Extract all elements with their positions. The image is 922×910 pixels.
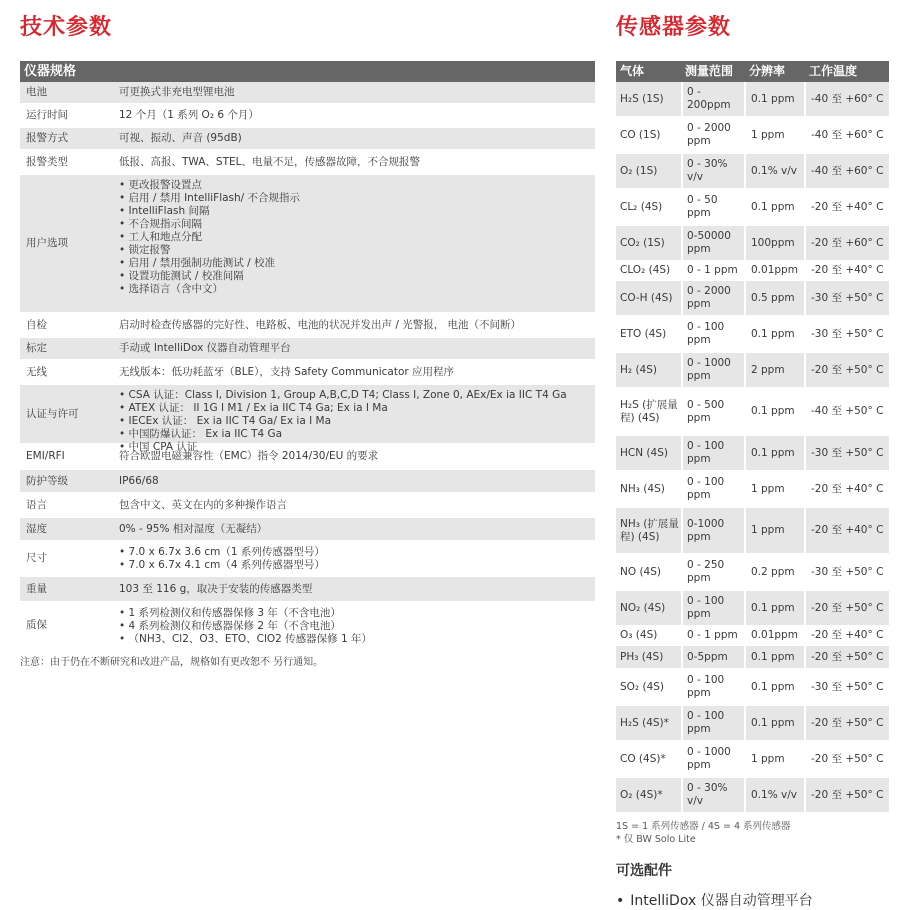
sensor-temperature-text: -30 至 +50° C [811, 327, 884, 340]
sensor-temperature-text: -30 至 +50° C [811, 565, 884, 578]
sensor-row [616, 317, 889, 353]
sensor-gas [616, 226, 681, 260]
sensor-resolution-text: 0.01ppm [751, 264, 798, 276]
sensor-temperature [804, 742, 889, 776]
sensor-gas [616, 591, 681, 625]
spec-value-line: 可视、振动、声音 (95dB) [119, 132, 242, 144]
spec-table [20, 61, 595, 668]
spec-value [115, 338, 595, 359]
sensor-temperature [804, 706, 889, 740]
sensor-gas-text: CO (1S) [620, 128, 661, 141]
sensor-range [681, 436, 744, 470]
spec-value-line: • 1 系列检测仪和传感器保修 3 年（不含电池） [119, 607, 341, 619]
sensor-resolution [744, 436, 804, 470]
sensor-gas-text: NH₃ (4S) [620, 482, 665, 495]
sensor-row [616, 627, 889, 646]
sensor-row [616, 190, 889, 226]
sensor-gas [616, 555, 681, 589]
sensor-footnote-series: 1S = 1 系列传感器 / 4S = 4 系列传感器 [616, 821, 791, 832]
spec-value [115, 385, 595, 453]
spec-row [20, 385, 595, 453]
sensor-resolution-text: 0.1 ppm [751, 405, 795, 417]
spec-label: 重量 [26, 582, 47, 595]
sensor-range [681, 118, 744, 152]
sensor-range [681, 226, 744, 260]
header-gas: 气体 [620, 64, 645, 78]
sensor-resolution [744, 262, 804, 279]
sensor-range-text: 0 - 100 ppm [687, 710, 725, 735]
sensor-gas [616, 436, 681, 470]
sensor-range-text: 0 - 100 ppm [687, 321, 725, 346]
sensor-temperature [804, 389, 889, 434]
spec-value-line: 符合欧盟电磁兼容性（EMC）指令 2014/30/EU 的要求 [119, 450, 379, 462]
spec-value-line: 无线版本：低功耗蓝牙（BLE），支持 Safety Communicator 应用程序 [119, 365, 455, 378]
sensor-temperature [804, 154, 889, 188]
spec-value-line: 103 至 116 g，取决于安装的传感器类型 [119, 582, 313, 595]
sensor-temperature-text: -40 至 +60° C [811, 128, 884, 141]
spec-value [115, 361, 595, 383]
sensor-resolution-text: 1 ppm [751, 128, 785, 141]
spec-value-line: • IntelliFlash 间隔 [119, 205, 210, 217]
sensor-resolution-text: 0.01ppm [751, 629, 798, 641]
spec-label: 运行时间 [26, 109, 68, 121]
sensor-temperature-text: -40 至 +60° C [811, 92, 884, 105]
sensor-range-text: 0-5ppm [687, 650, 728, 663]
sensor-temperature-text: -20 至 +50° C [811, 363, 884, 376]
sensor-resolution-text: 0.1 ppm [751, 680, 795, 693]
sensor-temperature [804, 281, 889, 315]
spec-row [20, 603, 595, 649]
sensor-temperature-text: -30 至 +50° C [811, 680, 884, 693]
sensor-gas-text: H₂S (扩展量程) (4S) [620, 398, 678, 424]
spec-label: 自检 [26, 318, 47, 331]
sensor-temperature [804, 472, 889, 506]
sensor-range-text: 0 - 1000 ppm [687, 746, 731, 771]
sensor-gas [616, 389, 681, 434]
sensor-range [681, 670, 744, 704]
sensor-temperature-text: -30 至 +50° C [811, 446, 884, 459]
sensor-temperature-text: -20 至 +50° C [811, 752, 884, 765]
spec-value-line: • 工人和地点分配 [119, 231, 203, 243]
sensor-range [681, 281, 744, 315]
sensor-temperature-text: -40 至 +60° C [811, 164, 884, 177]
sensor-temperature-text: -20 至 +50° C [811, 788, 884, 801]
sensor-gas [616, 154, 681, 188]
spec-value-line: • ATEX 认证： II 1G I M1 / Ex ia IIC T4 Ga; Ex ia I Ma [119, 402, 388, 414]
spec-value-line: 手动或 IntelliDox 仪器自动管理平台 [119, 342, 291, 354]
spec-value-line: 0% - 95% 相对湿度（无凝结） [119, 522, 268, 535]
sensor-temperature-text: -20 至 +40° C [811, 629, 884, 641]
spec-value-line: IP66/68 [119, 474, 159, 487]
sensor-row [616, 154, 889, 190]
spec-label: 电池 [26, 86, 47, 98]
sensor-gas [616, 82, 681, 116]
sensor-range-text: 0 - 100 ppm [687, 674, 725, 699]
sensor-range-text: 0-1000 ppm [687, 517, 725, 543]
sensor-temperature-text: -20 至 +50° C [811, 650, 884, 663]
sensor-resolution-text: 0.1% v/v [751, 788, 797, 801]
spec-label: 语言 [26, 498, 47, 511]
sensor-range [681, 627, 744, 644]
sensor-temperature [804, 353, 889, 387]
spec-value [115, 105, 595, 126]
sensor-range [681, 154, 744, 188]
spec-label: EMI/RFI [26, 450, 65, 462]
sensor-range-text: 0 - 250 ppm [687, 559, 725, 584]
sensor-gas-text: H₂S (4S)* [620, 716, 669, 729]
sensor-range-text: 0 - 100 ppm [687, 595, 725, 620]
sensor-row [616, 82, 889, 118]
sensor-resolution [744, 555, 804, 589]
sensor-temperature-text: -20 至 +40° C [811, 524, 884, 536]
sensor-temperature [804, 508, 889, 553]
sensor-resolution [744, 670, 804, 704]
sensor-footnote-lite: * 仅 BW Solo Lite [616, 834, 696, 845]
spec-value-line: • （NH3、Cl2、O3、ETO、ClO2 传感器保修 1 年） [119, 633, 373, 645]
spec-label: 质保 [26, 618, 47, 631]
sensor-gas-text: O₃ (4S) [620, 629, 658, 641]
sensor-resolution [744, 226, 804, 260]
spec-label: 标定 [26, 342, 47, 354]
sensor-range-text: 0 - 50 ppm [687, 194, 718, 219]
sensor-range-text: 0 - 1 ppm [687, 629, 738, 641]
sensor-row [616, 389, 889, 436]
sensor-table [616, 61, 889, 910]
header-resolution: 分辨率 [749, 64, 786, 78]
sensor-resolution [744, 154, 804, 188]
sensor-row [616, 226, 889, 262]
sensor-range-text: 0 - 1000 ppm [687, 357, 731, 382]
sensor-gas-text: CO₂ (1S) [620, 236, 665, 249]
sensor-gas-text: PH₃ (4S) [620, 650, 664, 663]
accessory-item-label: IntelliDox 仪器自动管理平台 [630, 893, 813, 909]
sensor-gas [616, 646, 681, 668]
spec-value [115, 470, 595, 492]
sensor-gas [616, 281, 681, 315]
spec-row [20, 518, 595, 542]
sensor-row [616, 508, 889, 555]
sensor-row [616, 646, 889, 670]
accessories-title: 可选配件 [616, 863, 672, 879]
spec-value [115, 603, 595, 647]
sensor-temperature-text: -20 至 +50° C [811, 601, 884, 614]
sensor-row [616, 742, 889, 778]
spec-value-line: 低报、高报、TWA、STEL、电量不足，传感器故障，不合规报警 [119, 155, 420, 168]
sensor-range-text: 0-50000 ppm [687, 230, 731, 255]
sensor-resolution-text: 0.1 ppm [751, 650, 795, 663]
sensor-gas [616, 508, 681, 553]
sensor-gas [616, 627, 681, 644]
spec-row [20, 445, 595, 470]
sensor-range-text: 0 - 2000 ppm [687, 122, 731, 147]
sensor-temperature-text: -20 至 +60° C [811, 236, 884, 249]
spec-value [115, 314, 595, 336]
sensor-range-text: 0 - 1 ppm [687, 264, 738, 276]
spec-label: 认证与许可 [26, 407, 79, 420]
spec-value-line: • 选择语言（含中文） [119, 283, 224, 295]
sensor-temperature [804, 627, 889, 644]
sensor-resolution [744, 706, 804, 740]
spec-value-line: 可更换式非充电型锂电池 [119, 86, 235, 98]
spec-value-line: • 启用 / 禁用强制功能测试 / 校准 [119, 257, 275, 269]
spec-value-line: • 4 系列检测仪和传感器保修 2 年（不含电池） [119, 620, 341, 632]
sensor-resolution [744, 508, 804, 553]
spec-row [20, 542, 595, 577]
sensor-range-text: 0 - 30% v/v [687, 782, 728, 807]
sensor-resolution-text: 1 ppm [751, 752, 785, 765]
sensor-range [681, 353, 744, 387]
sensor-range [681, 472, 744, 506]
sensor-temperature [804, 82, 889, 116]
spec-value [115, 542, 595, 575]
sensor-temperature [804, 262, 889, 279]
spec-value [115, 577, 595, 601]
sensor-gas-text: O₂ (1S) [620, 164, 658, 177]
sensor-rows [616, 82, 889, 814]
spec-value-line: • 7.0 x 6.7x 3.6 cm（1 系列传感器型号） [119, 546, 325, 558]
spec-row [20, 338, 595, 361]
sensor-gas [616, 353, 681, 387]
spec-value-line: • 更改报警设置点 [119, 179, 203, 191]
spec-row [20, 470, 595, 494]
sensor-range [681, 555, 744, 589]
sensor-gas [616, 706, 681, 740]
sensor-range [681, 82, 744, 116]
sensor-temperature-text: -20 至 +40° C [811, 264, 884, 276]
sensor-row [616, 591, 889, 627]
sensor-temperature [804, 317, 889, 351]
sensor-range [681, 317, 744, 351]
sensor-range [681, 706, 744, 740]
sensor-gas [616, 670, 681, 704]
spec-row [20, 314, 595, 338]
spec-rows [20, 82, 595, 649]
spec-value-line: 包含中文、英文在内的多种操作语言 [119, 498, 287, 511]
spec-value [115, 128, 595, 149]
sensor-resolution [744, 353, 804, 387]
sensor-temperature [804, 670, 889, 704]
sensor-gas-text: HCN (4S) [620, 446, 668, 459]
sensor-footnotes [616, 820, 889, 846]
spec-row [20, 151, 595, 175]
sensor-range [681, 591, 744, 625]
spec-label: 报警类型 [26, 155, 68, 168]
spec-row [20, 175, 595, 314]
spec-row [20, 577, 595, 603]
sensor-gas-text: CL₂ (4S) [620, 200, 663, 213]
sensor-gas [616, 190, 681, 224]
sensor-gas [616, 118, 681, 152]
sensor-range-text: 0 - 2000 ppm [687, 285, 731, 310]
spec-value-line: • 7.0 x 6.7x 4.1 cm（4 系列传感器型号） [119, 559, 325, 571]
sensor-range [681, 389, 744, 434]
spec-value-line: • 锁定报警 [119, 244, 171, 256]
sensor-resolution [744, 627, 804, 644]
sensor-resolution [744, 591, 804, 625]
sensor-row [616, 778, 889, 814]
sensor-resolution [744, 281, 804, 315]
sensor-resolution [744, 646, 804, 668]
bullet-icon: • [616, 893, 625, 909]
sensor-gas [616, 317, 681, 351]
sensor-temperature [804, 591, 889, 625]
sensor-range-text: 0 - 100 ppm [687, 476, 725, 501]
sensor-gas-text: CLO₂ (4S) [620, 264, 671, 276]
sensor-gas-text: NO₂ (4S) [620, 601, 666, 614]
spec-value [115, 445, 595, 468]
sensor-range-text: 0 - 30% v/v [687, 158, 728, 183]
sensor-row [616, 262, 889, 281]
spec-value-line: • 中国防爆认证： Ex ia IIC T4 Ga [119, 428, 283, 440]
sensor-gas-text: O₂ (4S)* [620, 788, 663, 801]
sensor-gas-text: SO₂ (4S) [620, 680, 665, 693]
sensor-gas [616, 778, 681, 812]
right-section-title: 传感器参数 [616, 15, 732, 40]
sensor-resolution-text: 0.1 ppm [751, 200, 795, 213]
sensor-resolution-text: 0.5 ppm [751, 291, 795, 304]
sensor-gas-text: NH₃ (扩展量程) (4S) [620, 517, 679, 543]
spec-value [115, 82, 595, 103]
sensor-temperature-text: -30 至 +50° C [811, 291, 884, 304]
spec-value-line: • 不合规指示间隔 [119, 218, 203, 230]
sensor-temperature-text: -40 至 +50° C [811, 405, 884, 417]
spec-value [115, 175, 595, 312]
accessory-item [616, 890, 889, 910]
spec-label: 防护等级 [26, 474, 68, 487]
sensor-resolution-text: 0.1% v/v [751, 164, 797, 177]
sensor-temperature [804, 555, 889, 589]
sensor-resolution [744, 190, 804, 224]
sensor-resolution-text: 100ppm [751, 236, 795, 249]
sensor-resolution-text: 1 ppm [751, 482, 785, 495]
spec-value [115, 151, 595, 173]
spec-label: 用户选项 [26, 237, 68, 249]
sensor-temperature-text: -20 至 +50° C [811, 716, 884, 729]
sensor-resolution [744, 742, 804, 776]
spec-row [20, 128, 595, 151]
sensor-row [616, 472, 889, 508]
sensor-resolution [744, 389, 804, 434]
sensor-resolution-text: 0.1 ppm [751, 92, 795, 105]
spec-value-line: • 中国 CPA 认证 [119, 441, 198, 453]
spec-value [115, 518, 595, 540]
sensor-gas [616, 262, 681, 279]
sensor-temperature [804, 436, 889, 470]
spec-label: 尺寸 [26, 552, 47, 564]
sensor-resolution-text: 1 ppm [751, 524, 785, 536]
header-range: 测量范围 [685, 64, 734, 78]
sensor-resolution-text: 0.1 ppm [751, 716, 795, 729]
spec-note: 注意：由于仍在不断研究和改进产品，规格如有更改恕不 另行通知。 [20, 657, 324, 668]
sensor-resolution-text: 0.2 ppm [751, 565, 795, 578]
sensor-gas-text: ETO (4S) [620, 327, 667, 340]
sensor-table-header [616, 61, 889, 82]
sensor-range [681, 190, 744, 224]
sensor-gas-text: CO-H (4S) [620, 291, 673, 304]
sensor-row [616, 670, 889, 706]
sensor-temperature [804, 646, 889, 668]
spec-row [20, 494, 595, 518]
sensor-temperature-text: -20 至 +40° C [811, 482, 884, 495]
sensor-resolution-text: 0.1 ppm [751, 446, 795, 459]
spec-label: 无线 [26, 365, 47, 378]
sensor-resolution [744, 118, 804, 152]
spec-label: 报警方式 [26, 132, 68, 144]
sensor-temperature-text: -20 至 +40° C [811, 200, 884, 213]
sensor-range [681, 778, 744, 812]
sensor-range [681, 742, 744, 776]
sensor-row [616, 118, 889, 154]
sensor-gas-text: H₂S (1S) [620, 92, 664, 105]
sensor-range [681, 646, 744, 668]
sensor-gas [616, 742, 681, 776]
sensor-range-text: 0 - 200ppm [687, 86, 731, 111]
sensor-temperature [804, 778, 889, 812]
spec-value-line: • CSA 认证：Class I, Division 1, Group A,B,C,D T4; Class I, Zone 0, AEx/Ex ia IIC T4 Ga [119, 389, 567, 401]
sensor-row [616, 436, 889, 472]
sensor-row [616, 555, 889, 591]
spec-value-line: • IECEx 认证： Ex ia IIC T4 Ga/ Ex ia I Ma [119, 415, 332, 427]
sensor-row [616, 353, 889, 389]
sensor-resolution [744, 82, 804, 116]
header-temperature: 工作温度 [809, 64, 858, 78]
sensor-row [616, 706, 889, 742]
sensor-range-text: 0 - 100 ppm [687, 440, 725, 465]
sensor-resolution-text: 2 ppm [751, 363, 785, 376]
sensor-gas-text: H₂ (4S) [620, 363, 657, 376]
spec-row [20, 105, 595, 128]
spec-value [115, 494, 595, 516]
sensor-resolution [744, 472, 804, 506]
spec-table-header: 仪器规格 [20, 61, 595, 82]
sensor-gas-text: NO (4S) [620, 565, 661, 578]
sensor-resolution-text: 0.1 ppm [751, 601, 795, 614]
spec-value-line: 启动时检查传感器的完好性、电路板、电池的状况并发出声 / 光警报， 电池（不间断） [119, 318, 522, 331]
spec-label: 湿度 [26, 522, 47, 535]
sensor-row [616, 281, 889, 317]
sensor-temperature [804, 226, 889, 260]
sensor-resolution [744, 317, 804, 351]
sensor-temperature [804, 190, 889, 224]
spec-row [20, 361, 595, 385]
sensor-range [681, 262, 744, 279]
spec-value-line: • 启用 / 禁用 IntelliFlash/ 不合规指示 [119, 192, 301, 204]
sensor-resolution [744, 778, 804, 812]
sensor-range-text: 0 - 500 ppm [687, 398, 725, 424]
sensor-gas-text: CO (4S)* [620, 752, 666, 765]
sensor-temperature [804, 118, 889, 152]
spec-row [20, 82, 595, 105]
sensor-resolution-text: 0.1 ppm [751, 327, 795, 340]
sensor-gas [616, 472, 681, 506]
spec-value-line: • 设置功能测试 / 校准间隔 [119, 270, 244, 282]
left-section-title: 技术参数 [20, 15, 113, 40]
sensor-range [681, 508, 744, 553]
spec-value-line: 12 个月（1 系列 O₂ 6 个月） [119, 109, 259, 121]
